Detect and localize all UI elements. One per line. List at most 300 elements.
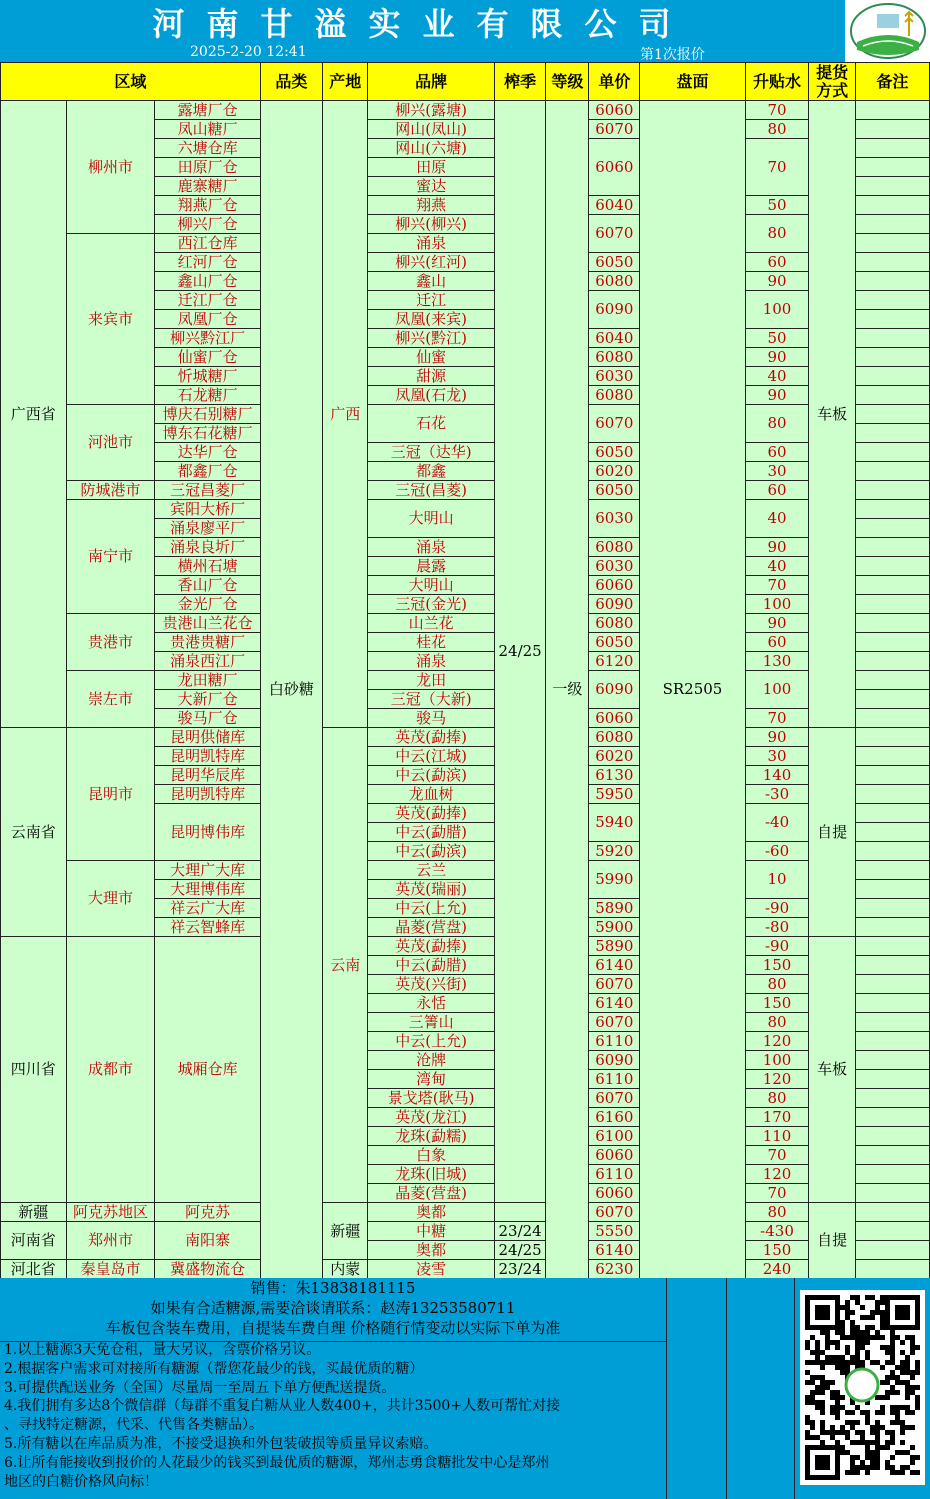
warehouse-cell: 宾阳大桥厂 (155, 500, 260, 519)
warehouse-cell: 涌泉良圻厂 (155, 538, 260, 557)
remarks-cell (855, 1184, 929, 1203)
negotiation-contact: 如果有合适糖源,需要洽谈请联系：赵涛13253580711 (150, 1299, 516, 1317)
brand-cell: 柳兴(柳兴) (368, 215, 494, 234)
basis-cell: 80 (745, 405, 809, 443)
basis-cell: 70 (745, 576, 809, 595)
basis-cell: 70 (745, 709, 809, 728)
price-cell: 6140 (589, 994, 640, 1013)
remarks-cell (855, 975, 929, 994)
price-cell: 6230 (589, 1260, 640, 1279)
basis-cell: 150 (745, 994, 809, 1013)
header-delivery: 提货方式 (809, 63, 855, 101)
brand-cell: 英茂(勐捧) (368, 728, 494, 747)
warehouse-cell: 大理广大库 (155, 861, 260, 880)
warehouse-cell: 迁江厂仓 (155, 291, 260, 310)
season-cell: 24/25 (494, 101, 546, 1203)
brand-cell: 沧牌 (368, 1051, 494, 1070)
warehouse-cell: 柳兴厂仓 (155, 215, 260, 234)
basis-cell: 40 (745, 367, 809, 386)
price-cell: 5550 (589, 1222, 640, 1241)
brand-cell: 云兰 (368, 861, 494, 880)
brand-cell: 英茂(瑞丽) (368, 880, 494, 899)
brand-cell: 都鑫 (368, 462, 494, 481)
table-row (1, 481, 930, 500)
season-cell (494, 1203, 546, 1222)
remarks-cell (855, 1070, 929, 1089)
basis-cell: 60 (745, 481, 809, 500)
remarks-cell (855, 272, 929, 291)
remarks-cell (855, 348, 929, 367)
price-cell: 5920 (589, 842, 640, 861)
brand-cell: 中云(勐腊) (368, 956, 494, 975)
warehouse-cell: 红河厂仓 (155, 253, 260, 272)
brand-cell: 柳兴(黔江) (368, 329, 494, 348)
remarks-cell (855, 842, 929, 861)
warehouse-cell: 南阳寨 (155, 1222, 260, 1260)
warehouse-cell: 仙蜜厂仓 (155, 348, 260, 367)
price-cell: 6060 (589, 576, 640, 595)
brand-cell: 三冠(金光) (368, 595, 494, 614)
basis-cell: 80 (745, 215, 809, 253)
province-cell: 云南省 (1, 728, 67, 937)
brand-cell: 山兰花 (368, 614, 494, 633)
remarks-cell (855, 880, 929, 899)
brand-cell: 大明山 (368, 500, 494, 538)
footer-contact (0, 1278, 666, 1342)
basis-cell: 130 (745, 652, 809, 671)
warehouse-cell: 昆明博伟库 (155, 804, 260, 861)
remarks-cell (855, 899, 929, 918)
remarks-cell (855, 196, 929, 215)
header-category: 品类 (260, 63, 322, 101)
brand-cell: 凤凰(来宾) (368, 310, 494, 329)
table-row (1, 614, 930, 633)
warehouse-cell: 鑫山厂仓 (155, 272, 260, 291)
basis-cell: -30 (745, 785, 809, 804)
price-cell: 6060 (589, 1146, 640, 1165)
basis-cell: 60 (745, 253, 809, 272)
season-cell: 24/25 (494, 1241, 546, 1260)
basis-cell: 40 (745, 557, 809, 576)
warehouse-cell: 大新厂仓 (155, 690, 260, 709)
brand-cell: 仙蜜 (368, 348, 494, 367)
remarks-cell (855, 538, 929, 557)
basis-cell: -80 (745, 918, 809, 937)
price-cell: 6080 (589, 272, 640, 291)
qr-code-icon (800, 1290, 925, 1485)
price-cell: 6080 (589, 614, 640, 633)
basis-cell: 120 (745, 1070, 809, 1089)
warehouse-cell: 三冠昌菱厂 (155, 481, 260, 500)
basis-cell: 10 (745, 861, 809, 899)
warehouse-cell: 昆明凯特库 (155, 785, 260, 804)
remarks-cell (855, 861, 929, 880)
price-cell: 6050 (589, 253, 640, 272)
warehouse-cell: 六塘仓库 (155, 139, 260, 158)
remarks-cell (855, 937, 929, 956)
price-cell: 6110 (589, 1032, 640, 1051)
remarks-cell (855, 1013, 929, 1032)
brand-cell: 晶菱(营盘) (368, 1184, 494, 1203)
brand-cell: 中云(上允) (368, 899, 494, 918)
brand-cell: 中云(勐腊) (368, 823, 494, 842)
remarks-cell (855, 1089, 929, 1108)
term-line: 1.以上糖源3天免仓租，量大另议，含票价格另议。 (4, 1342, 321, 1358)
basis-cell: -40 (745, 804, 809, 842)
price-cell: 6070 (589, 975, 640, 994)
footer-terms (0, 1341, 667, 1499)
basis-cell: 170 (745, 1108, 809, 1127)
table-row (1, 1260, 930, 1279)
table-row (1, 728, 930, 747)
price-cell: 6020 (589, 462, 640, 481)
remarks-cell (855, 1146, 929, 1165)
price-cell: 6070 (589, 215, 640, 253)
price-cell: 6160 (589, 1108, 640, 1127)
warehouse-cell: 阿克苏 (155, 1203, 260, 1222)
price-cell: 6070 (589, 1089, 640, 1108)
warehouse-cell: 金光厂仓 (155, 595, 260, 614)
warehouse-cell: 贵港山兰花仓 (155, 614, 260, 633)
company-logo (845, 0, 930, 62)
footer-divider (794, 1278, 795, 1499)
basis-cell: 90 (745, 728, 809, 747)
header-price: 单价 (589, 63, 640, 101)
brand-cell: 奥都 (368, 1203, 494, 1222)
remarks-cell (855, 139, 929, 158)
warehouse-cell: 露塘厂仓 (155, 101, 260, 120)
origin-cell: 内蒙 (323, 1260, 368, 1279)
term-line: 2.根据客户需求可对接所有糖源（帮您花最少的钱，买最优质的糖） (4, 1360, 424, 1377)
brand-cell: 晶菱(营盘) (368, 918, 494, 937)
brand-cell: 涌泉 (368, 652, 494, 671)
price-cell: 6070 (589, 1203, 640, 1222)
price-cell: 6030 (589, 500, 640, 538)
brand-cell: 龙血树 (368, 785, 494, 804)
footer (0, 1278, 930, 1499)
header-basis: 升贴水 (745, 63, 809, 101)
warehouse-cell: 翔燕厂仓 (155, 196, 260, 215)
city-cell: 河池市 (66, 405, 155, 481)
remarks-cell (855, 633, 929, 652)
remarks-cell (855, 1165, 929, 1184)
remarks-cell (855, 576, 929, 595)
subheader-bar (0, 43, 845, 62)
basis-cell: 90 (745, 614, 809, 633)
price-cell: 6050 (589, 633, 640, 652)
brand-cell: 三冠（达华) (368, 443, 494, 462)
table-row (1, 101, 930, 120)
price-cell: 5990 (589, 861, 640, 899)
price-cell: 6080 (589, 728, 640, 747)
basis-cell: -90 (745, 937, 809, 956)
warehouse-cell: 凤山糖厂 (155, 120, 260, 139)
remarks-cell (855, 785, 929, 804)
brand-cell: 中糖 (368, 1222, 494, 1241)
warehouse-cell: 凤凰厂仓 (155, 310, 260, 329)
remarks-cell (855, 500, 929, 519)
warehouse-cell: 骏马厂仓 (155, 709, 260, 728)
warehouse-cell: 昆明凯特库 (155, 747, 260, 766)
basis-cell: 90 (745, 348, 809, 367)
province-cell: 河南省 (1, 1222, 67, 1260)
remarks-cell (855, 1127, 929, 1146)
remarks-cell (855, 1051, 929, 1070)
basis-cell: 100 (745, 1051, 809, 1070)
basis-cell: 50 (745, 329, 809, 348)
grade-cell: 一级 (546, 101, 589, 1279)
brand-cell: 三冠（大新) (368, 690, 494, 709)
basis-cell: -90 (745, 899, 809, 918)
price-cell: 5890 (589, 899, 640, 918)
header-grade: 等级 (546, 63, 589, 101)
price-table (0, 62, 930, 1279)
price-cell: 6030 (589, 367, 640, 386)
remarks-cell (855, 728, 929, 747)
basis-cell: 50 (745, 196, 809, 215)
brand-cell: 石花 (368, 405, 494, 443)
remarks-cell (855, 671, 929, 690)
brand-cell: 涌泉 (368, 234, 494, 253)
quote-round: 第1次报价 (640, 47, 705, 63)
city-cell: 南宁市 (66, 500, 155, 614)
city-cell: 柳州市 (66, 101, 155, 234)
remarks-cell (855, 652, 929, 671)
table-row (1, 405, 930, 424)
price-cell: 5940 (589, 804, 640, 842)
price-cell: 6090 (589, 1051, 640, 1070)
warehouse-cell: 贵港贵糖厂 (155, 633, 260, 652)
brand-cell: 桂花 (368, 633, 494, 652)
city-cell: 阿克苏地区 (66, 1203, 155, 1222)
header-futures: 盘面 (640, 63, 745, 101)
basis-cell: 140 (745, 766, 809, 785)
remarks-cell (855, 1241, 929, 1260)
remarks-cell (855, 595, 929, 614)
price-cell: 6050 (589, 481, 640, 500)
price-cell: 6080 (589, 538, 640, 557)
warehouse-cell: 横州石塘 (155, 557, 260, 576)
brand-cell: 龙珠(旧城) (368, 1165, 494, 1184)
price-cell: 5900 (589, 918, 640, 937)
origin-cell: 云南 (323, 728, 368, 1203)
table-row (1, 937, 930, 956)
brand-cell: 湾甸 (368, 1070, 494, 1089)
price-cell: 6090 (589, 291, 640, 329)
remarks-cell (855, 690, 929, 709)
brand-cell: 柳兴(露塘) (368, 101, 494, 120)
brand-cell: 中云(江城) (368, 747, 494, 766)
price-cell: 6080 (589, 348, 640, 367)
brand-cell: 永恬 (368, 994, 494, 1013)
brand-cell: 网山(凤山) (368, 120, 494, 139)
city-cell: 成都市 (66, 937, 155, 1203)
city-cell: 防城港市 (66, 481, 155, 500)
price-cell: 6060 (589, 139, 640, 196)
price-cell: 6120 (589, 652, 640, 671)
table-row (1, 1203, 930, 1222)
brand-cell: 英茂(勐捧) (368, 804, 494, 823)
warehouse-cell: 昆明华辰库 (155, 766, 260, 785)
remarks-cell (855, 405, 929, 424)
remarks-cell (855, 310, 929, 329)
remarks-cell (855, 918, 929, 937)
brand-cell: 三箐山 (368, 1013, 494, 1032)
basis-cell: 80 (745, 975, 809, 994)
header-season: 榨季 (494, 63, 546, 101)
brand-cell: 甜源 (368, 367, 494, 386)
remarks-cell (855, 481, 929, 500)
warehouse-cell: 城厢仓库 (155, 937, 260, 1203)
brand-cell: 柳兴(红河) (368, 253, 494, 272)
remarks-cell (855, 614, 929, 633)
table-row (1, 671, 930, 690)
category-cell: 白砂糖 (260, 101, 322, 1279)
basis-cell: -60 (745, 842, 809, 861)
city-cell: 郑州市 (66, 1222, 155, 1260)
price-cell: 6070 (589, 1013, 640, 1032)
basis-cell: 90 (745, 386, 809, 405)
term-line: 5.所有糖以在库品质为准，不接受退换和外包装破损等质量异议索赔。 (4, 1435, 438, 1452)
remarks-cell (855, 1032, 929, 1051)
price-cell: 5890 (589, 937, 640, 956)
delivery-cell: 车板 (809, 101, 855, 728)
brand-cell: 凤凰(石龙) (368, 386, 494, 405)
remarks-cell (855, 177, 929, 196)
remarks-cell (855, 519, 929, 538)
basis-cell: 40 (745, 500, 809, 538)
delivery-cell: 车板 (809, 937, 855, 1203)
brand-cell: 翔燕 (368, 196, 494, 215)
quote-datetime: 2025-2-20 12:41 (190, 44, 307, 60)
remarks-cell (855, 367, 929, 386)
city-cell: 来宾市 (66, 234, 155, 405)
price-cell: 6100 (589, 1127, 640, 1146)
province-cell: 广西省 (1, 101, 67, 728)
basis-cell: 30 (745, 462, 809, 481)
warehouse-cell: 柳兴黔江厂 (155, 329, 260, 348)
footer-divider (666, 1278, 667, 1499)
brand-cell: 英茂(龙江) (368, 1108, 494, 1127)
city-cell: 崇左市 (66, 671, 155, 728)
brand-cell: 鑫山 (368, 272, 494, 291)
remarks-cell (855, 386, 929, 405)
brand-cell: 迁江 (368, 291, 494, 310)
brand-cell: 涌泉 (368, 538, 494, 557)
qr-code (800, 1290, 925, 1485)
price-cell: 6060 (589, 1184, 640, 1203)
basis-cell: 120 (745, 1165, 809, 1184)
remarks-cell (855, 1222, 929, 1241)
basis-cell: 30 (745, 747, 809, 766)
warehouse-cell: 都鑫厂仓 (155, 462, 260, 481)
brand-cell: 晨露 (368, 557, 494, 576)
remarks-cell (855, 253, 929, 272)
basis-cell: 70 (745, 139, 809, 196)
remarks-cell (855, 120, 929, 139)
warehouse-cell: 涌泉西江厂 (155, 652, 260, 671)
season-cell: 23/24 (494, 1222, 546, 1241)
price-cell: 6080 (589, 386, 640, 405)
remarks-cell (855, 158, 929, 177)
header-brand: 品牌 (368, 63, 494, 101)
remarks-cell (855, 234, 929, 253)
basis-cell: 120 (745, 1032, 809, 1051)
remarks-cell (855, 747, 929, 766)
brand-cell: 龙田 (368, 671, 494, 690)
warehouse-cell: 祥云广大库 (155, 899, 260, 918)
warehouse-cell: 鹿寨糖厂 (155, 177, 260, 196)
brand-cell: 景戈塔(耿马) (368, 1089, 494, 1108)
basis-cell: 60 (745, 633, 809, 652)
remarks-cell (855, 1260, 929, 1279)
basis-cell: 90 (745, 272, 809, 291)
warehouse-cell: 田原厂仓 (155, 158, 260, 177)
basis-cell: -430 (745, 1222, 809, 1241)
origin-cell: 广西 (323, 101, 368, 728)
company-title: 河南甘溢实业有限公司 (0, 0, 845, 43)
origin-cell: 新疆 (323, 1203, 368, 1260)
remarks-cell (855, 101, 929, 120)
remarks-cell (855, 766, 929, 785)
brand-cell: 英茂(兴街) (368, 975, 494, 994)
remarks-cell (855, 329, 929, 348)
warehouse-cell: 涌泉廖平厂 (155, 519, 260, 538)
warehouse-cell: 大理博伟库 (155, 880, 260, 899)
price-cell: 6030 (589, 557, 640, 576)
table-row (1, 1222, 930, 1241)
futures-cell: SR2505 (640, 101, 745, 1279)
basis-cell: 80 (745, 1013, 809, 1032)
price-cell: 6140 (589, 956, 640, 975)
price-cell: 6060 (589, 709, 640, 728)
basis-cell: 80 (745, 1203, 809, 1222)
city-cell: 昆明市 (66, 728, 155, 861)
city-cell: 大理市 (66, 861, 155, 937)
city-cell: 秦皇岛市 (66, 1260, 155, 1279)
remarks-cell (855, 215, 929, 234)
price-cell: 6070 (589, 405, 640, 443)
brand-cell: 白象 (368, 1146, 494, 1165)
price-cell: 6140 (589, 1241, 640, 1260)
remarks-cell (855, 557, 929, 576)
warehouse-cell: 祥云智蜂库 (155, 918, 260, 937)
warehouse-cell: 达华厂仓 (155, 443, 260, 462)
price-cell: 6110 (589, 1165, 640, 1184)
province-cell: 四川省 (1, 937, 67, 1203)
basis-cell: 60 (745, 443, 809, 462)
basis-cell: 110 (745, 1127, 809, 1146)
table-row (1, 500, 930, 519)
term-line: 6.让所有能接收到报价的人花最少的钱买到最优质的糖源，郑州志勇食糖批发中心是郑州 (4, 1454, 550, 1471)
brand-cell: 英茂(勐捧) (368, 937, 494, 956)
remarks-cell (855, 709, 929, 728)
basis-cell: 100 (745, 291, 809, 329)
city-cell: 贵港市 (66, 614, 155, 671)
term-line: 、寻找特定糖源，代采、代售各类糖品）。 (4, 1417, 263, 1434)
header-remarks: 备注 (855, 63, 929, 101)
remarks-cell (855, 1108, 929, 1127)
basis-cell: 70 (745, 1146, 809, 1165)
basis-cell: 150 (745, 956, 809, 975)
price-cell: 6040 (589, 329, 640, 348)
logo-icon (849, 2, 927, 60)
price-cell: 6070 (589, 120, 640, 139)
remarks-cell (855, 424, 929, 443)
remarks-cell (855, 994, 929, 1013)
header-origin: 产地 (323, 63, 368, 101)
footer-divider (726, 1278, 727, 1499)
